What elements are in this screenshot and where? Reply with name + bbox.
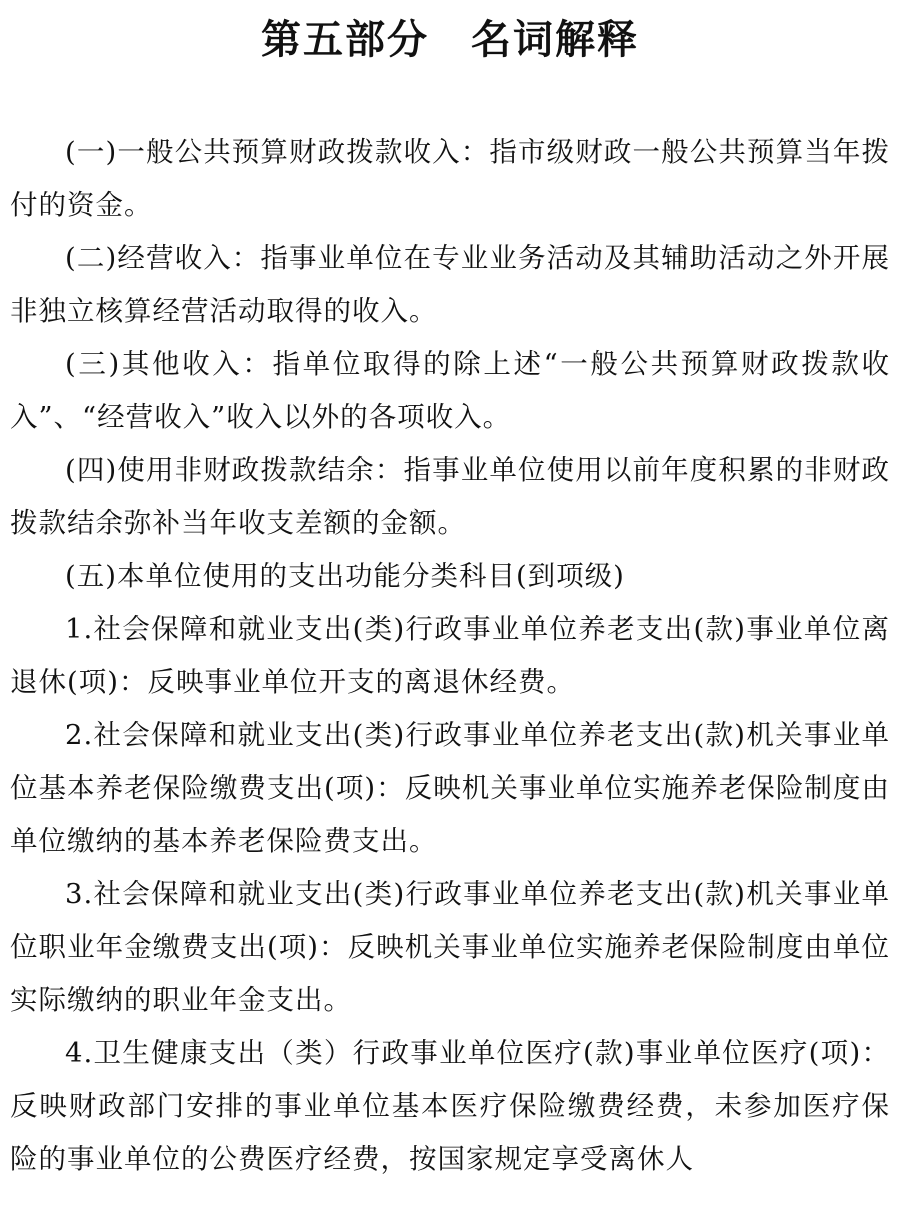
page-title: 第五部分 名词解释 — [261, 17, 639, 63]
paragraph-revenue-operating: (二)经营收入：指事业单位在专业业务活动及其辅助活动之外开展非独立核算经营活动取得的收入。 — [10, 242, 890, 327]
paragraph-item-3: 3.社会保障和就业支出(类)行政事业单位养老支出(款)机关事业单位职业年金缴费支出(项)：反映机关事业单位实施养老保险制度由单位实际缴纳的职业年金支出。 — [10, 878, 890, 1016]
paragraph-expenditure-categories-heading: (五)本单位使用的支出功能分类科目(到项级) — [65, 560, 625, 592]
paragraph-item-4: 4.卫生健康支出（类）行政事业单位医疗(款)事业单位医疗(项)：反映财政部门安排的事业单位基本医疗保险缴费经费，未参加医疗保险的事业单位的公费医疗经费，按国家规定享受离休人 — [10, 1037, 890, 1175]
paragraph-item-1: 1.社会保障和就业支出(类)行政事业单位养老支出(款)事业单位离退休(项)：反映事业单位开支的离退休经费。 — [10, 613, 890, 698]
document-body — [10, 126, 890, 1186]
paragraph-non-fiscal-surplus: (四)使用非财政拨款结余：指事业单位使用以前年度积累的非财政拨款结余弥补当年收支差额的金额。 — [10, 454, 890, 539]
paragraph-revenue-general-budget: (一)一般公共预算财政拨款收入：指市级财政一般公共预算当年拨付的资金。 — [10, 136, 890, 221]
paragraph-revenue-other: (三)其他收入：指单位取得的除上述“一般公共预算财政拨款收入”、“经营收入”收入以外的各项收入。 — [10, 348, 890, 433]
paragraph-item-2: 2.社会保障和就业支出(类)行政事业单位养老支出(款)机关事业单位基本养老保险缴费支出(项)：反映机关事业单位实施养老保险制度由单位缴纳的基本养老保险费支出。 — [10, 719, 890, 857]
